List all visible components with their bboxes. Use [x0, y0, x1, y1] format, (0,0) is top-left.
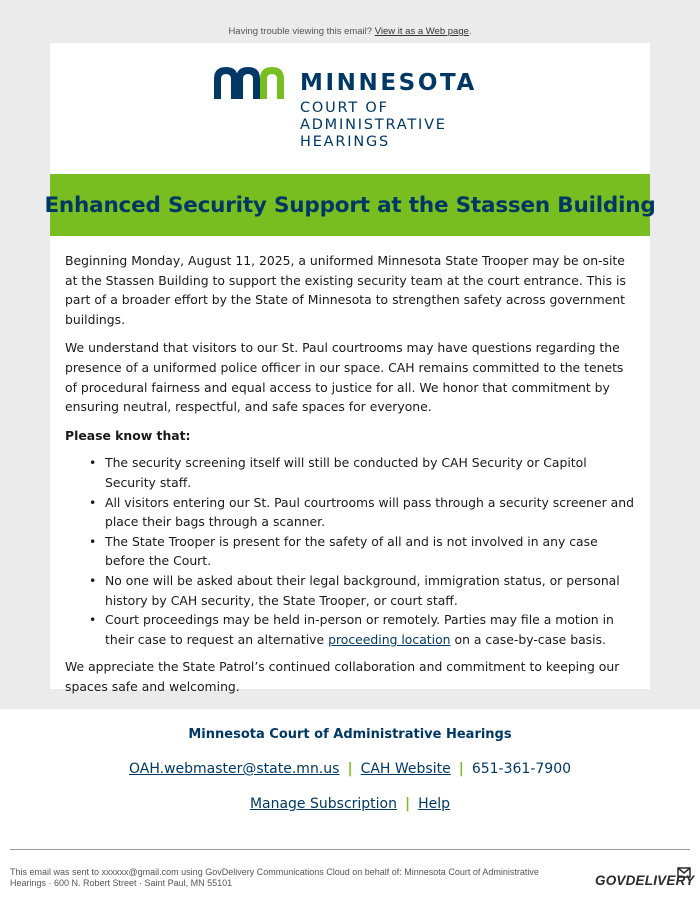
list-lead: Please know that:	[65, 427, 191, 443]
footer-subscription-links	[0, 796, 700, 812]
list-item-text: on a case-by-case basis.	[450, 631, 606, 647]
list-item: • The security screening itself will still be conducted by CAH Security or Capitol Security staff.	[65, 453, 637, 492]
footer-divider	[10, 849, 690, 850]
preheader-text: Having trouble viewing this email?	[228, 26, 375, 37]
logo-agency-line: ADMINISTRATIVE	[300, 117, 447, 133]
footer-separator: |	[458, 761, 464, 777]
preheader-suffix: .	[468, 26, 472, 37]
logo-agency-line: HEARINGS	[300, 134, 391, 150]
email-title: Enhanced Security Support at the Stassen Building	[44, 192, 656, 218]
logo-state-name: MINNESOTA	[300, 70, 477, 96]
title-banner	[44, 174, 656, 236]
agency-logo	[212, 63, 512, 163]
body-paragraph: We understand that visitors to our St. Paul courtrooms may have questions regarding the presence of a uniformed police officer in our space. CAH remains committed to the tenets of procedural fairness and equal access to justice for all. We honor that commitment by ensuring neutral, respectful, and safe spaces for everyone.	[65, 340, 624, 415]
closing-paragraph: We appreciate the State Patrol’s continued collaboration and commitment to keeping our spaces safe and welcoming.	[65, 659, 620, 694]
cah-website-link[interactable]: CAH Website	[360, 761, 451, 777]
email-card	[44, 43, 656, 694]
webmaster-email-link[interactable]: OAH.webmaster@state.mn.us	[128, 761, 340, 777]
list-item-text: Court proceedings may be held in-person or remotely. Parties may file a motion in their case to request an alternative	[105, 612, 614, 647]
envelope-icon	[677, 867, 691, 879]
list-item: • The State Trooper is present for the safety of all and is not involved in any case before the Court.	[65, 532, 637, 571]
mn-logo-icon	[212, 65, 286, 99]
footer-separator: |	[347, 761, 353, 777]
list-item: • All visitors entering our St. Paul courtrooms will pass through a security screener and place their bags through a scanner.	[65, 493, 637, 532]
govdelivery-logo[interactable]: GOVDELIVERY	[595, 873, 695, 888]
email-footer	[0, 709, 700, 900]
email-body	[65, 251, 637, 705]
list-item	[65, 610, 637, 649]
view-web-page-link[interactable]: View it as a Web page	[374, 26, 469, 37]
footer-separator: |	[405, 796, 411, 812]
list-item: • No one will be asked about their legal background, immigration status, or personal history by CAH security, the State Trooper, or court staff.	[65, 571, 637, 610]
logo-agency-name	[300, 100, 447, 151]
logo-agency-line: COURT OF	[300, 100, 389, 116]
preheader	[0, 26, 700, 37]
proceeding-location-link[interactable]: proceeding location	[328, 631, 451, 647]
footer-org-name: Minnesota Court of Administrative Hearings	[188, 727, 512, 742]
body-paragraph: Beginning Monday, August 11, 2025, a uniformed Minnesota State Trooper may be on-site at the Stassen Building to support the existing security team at the court entrance. This is part of a broader effort by the State of Minnesota to strengthen safety across government buildings.	[65, 253, 626, 327]
footer-phone: 651-361-7900	[471, 761, 572, 777]
manage-subscription-link[interactable]: Manage Subscription	[249, 796, 397, 812]
info-list	[65, 453, 637, 649]
help-link[interactable]: Help	[418, 796, 451, 812]
footer-contacts	[0, 761, 700, 777]
footer-legal-text: This email was sent to xxxxxx@gmail.com using GovDelivery Communications Cloud on behalf of: Minnesota Court of Administrative Hearings · 600 N. Robert Street · Saint Paul, MN 55101	[10, 867, 539, 888]
